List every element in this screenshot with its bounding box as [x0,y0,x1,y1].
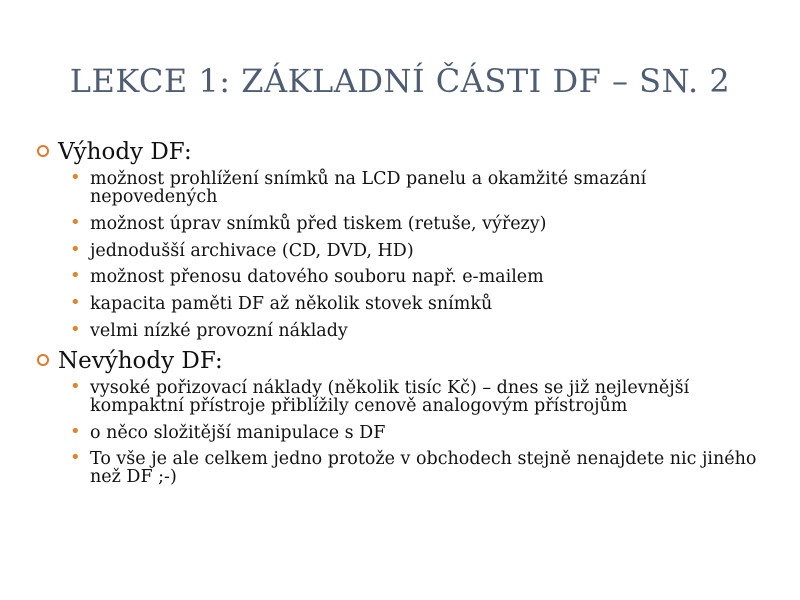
bullet-dot-icon: • [70,211,81,233]
list-item [70,447,764,488]
list-item-text: vysoké pořizovací náklady (několik tisíc Kč) – dnes se již nejlevnější kompaktní přístroje přiblížily cenově analogovým přístrojům [90,377,690,416]
list-item [70,211,764,234]
bullet-dot-icon: • [70,447,81,469]
bullet-dot-icon: • [70,238,81,260]
list-item [70,167,764,207]
ring-bullet-icon [37,145,49,157]
list-item-text: velmi nízké provozní náklady [90,320,348,341]
bullet-dot-icon: • [70,292,81,314]
list-item [70,375,764,416]
list-item-text: možnost úprav snímků před tiskem (retuše, výřezy) [90,213,547,234]
bullet-dot-icon: • [70,318,81,340]
list-item [70,318,764,341]
slide-title: LEKCE 1: ZÁKLADNÍ ČÁSTI DF – SN. 2 [69,62,731,100]
list-item [70,292,764,315]
list-item-text: jednodušší archivace (CD, DVD, HD) [90,240,414,261]
section-vyhody [34,136,764,340]
section-heading-text: Výhody DF: [58,139,192,165]
list-item [70,265,764,288]
list-item-text: možnost prohlížení snímků na LCD panelu a okamžité smazání nepovedených [90,169,647,207]
bullet-dot-icon: • [70,265,81,287]
bullet-list [34,375,764,488]
list-item [70,420,764,443]
bullet-dot-icon: • [70,420,81,442]
ring-bullet-icon [37,354,49,366]
section-heading [34,136,764,168]
list-item [70,238,764,261]
bullet-dot-icon: • [70,375,81,397]
slide-content [34,136,764,495]
section-heading-text: Nevýhody DF: [58,347,223,374]
bullet-dot-icon: • [70,167,81,188]
section-nevyhody [34,345,764,487]
list-item-text: možnost přenosu datového souboru např. e-mailem [90,267,544,288]
list-item-text: o něco složitější manipulace s DF [90,422,386,443]
list-item-text: kapacita paměti DF až několik stovek snímků [90,294,493,315]
section-heading [34,345,764,377]
list-item-text: To vše je ale celkem jedno protože v obchodech stejně nenajdete nic jiného než DF ;-) [90,449,757,488]
bullet-list [34,167,764,341]
